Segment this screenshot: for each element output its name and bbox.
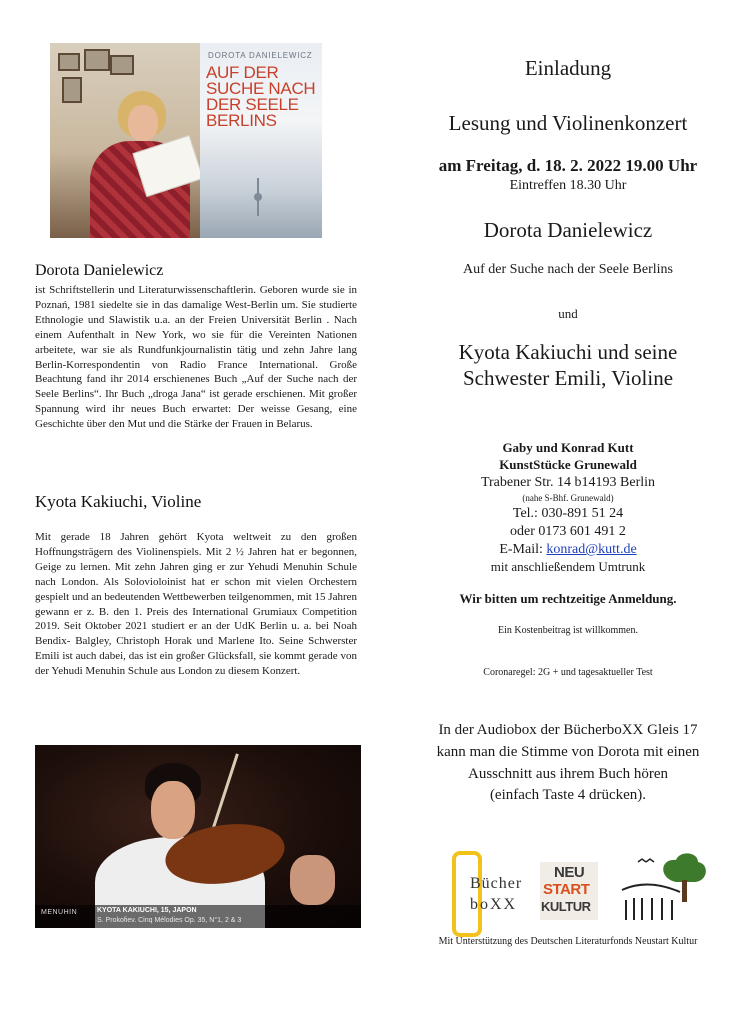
book-cover — [200, 43, 322, 238]
reader-name: Dorota Danielewicz — [483, 218, 653, 242]
hill-line — [622, 884, 680, 892]
corona-rule: Coronaregel: 2G + und tagesaktueller Test — [483, 667, 653, 678]
wall-frame — [58, 53, 80, 71]
author-name-heading: Dorota Danielewicz — [35, 262, 164, 279]
phone-mobile: oder 0173 601 491 2 — [510, 524, 626, 539]
fee-note: Ein Kostenbeitrag ist willkommen. — [498, 625, 638, 636]
audio-line-2: kann man die Stimme von Dorota mit einen — [436, 744, 700, 760]
caption-piece: S. Prokofiev. Cinq Mélodies Op. 35, N°1, 2 & 3 — [97, 917, 242, 924]
cover-title-line: SUCHE NACH — [206, 79, 316, 98]
wall-frame — [84, 49, 110, 71]
address: Trabener Str. 14 b14193 Berlin — [480, 475, 656, 490]
neustart-word-neu: NEU — [554, 864, 585, 881]
cover-title-line: BERLINS — [206, 111, 277, 130]
tree-foliage — [663, 853, 706, 882]
author-photo — [50, 43, 322, 238]
cover-author: DOROTA DANIELEWICZ — [208, 51, 313, 60]
tree-trunk — [682, 880, 687, 902]
rsvp-note: Wir bitten um rechtzeitige Anmeldung. — [459, 591, 677, 606]
arrival-time: Eintreffen 18.30 Uhr — [509, 178, 627, 193]
neustart-word-kultur: KULTUR — [541, 899, 591, 914]
drinks-note: mit anschließendem Umtrunk — [490, 559, 646, 574]
audio-line-4: (einfach Taste 4 drücken). — [489, 787, 647, 803]
email-label: E-Mail: — [499, 542, 547, 557]
book-title: Auf der Suche nach der Seele Berlins — [463, 262, 673, 277]
cover-title-line: AUF DER — [206, 63, 279, 82]
violinist-photo — [35, 745, 361, 928]
musicians-line-2: Schwester Emili, Violine — [462, 366, 674, 390]
funding-note: Mit Unterstützung des Deutschen Literaturfonds Neustart Kultur — [438, 936, 698, 947]
address-note: (nahe S-Bhf. Grunewald) — [522, 493, 614, 503]
host-names: Gaby und Konrad Kutt — [502, 440, 634, 455]
neustart-kultur-logo — [540, 862, 598, 920]
neustart-word-start: START — [543, 881, 590, 898]
event-date: am Freitag, d. 18. 2. 2022 19.00 Uhr — [438, 156, 698, 175]
event-subtitle: Lesung und Violinenkonzert — [448, 111, 688, 135]
buecherboxx-logo — [448, 851, 534, 931]
wall-frame — [62, 77, 82, 103]
audio-line-3: Ausschnitt aus ihrem Buch hören — [468, 766, 668, 782]
and-connector: und — [558, 306, 578, 321]
phone-landline: Tel.: 030-891 51 24 — [512, 506, 624, 521]
violinist-bio: Mit gerade 18 Jahren gehört Kyota weltweit zu den großen Hoffnungsträgern des Violinenspiels. Mit 2 ½ Jahren hat er begonnen, Geige zu lernen. Mit zehn Jahren ging er zur Yehudi Menuhin Schule nach London. Als Solovioloinist hat er schon mit vielen Orchestern gespielt und an bedeutenden Wettbewerben teilgenommen, mit 15 Jahren gewann er z. B. den 1. Preis des International Grumiaux Competition 2019. Seit Oktober 2021 studiert er an der UdK Berlin u. a. bei Noah Bendix- Balgley, Christoph Horak und Marlene Ito. Seine Schwerster Emili ist auch dabei, das ist ein großer Glücksfall, sie kommt gerade von der Yehudi Menuhin Schule aus London zu diesem Konzert. — [35, 531, 357, 678]
violinist-name-heading: Kyota Kakiuchi, Violine — [35, 492, 202, 511]
fence-posts — [626, 898, 672, 920]
woman-face — [128, 105, 158, 141]
tv-tower-ball — [254, 193, 262, 201]
email-link[interactable]: konrad@kutt.de — [546, 542, 637, 557]
menuhin-logo: MENUHIN — [41, 909, 78, 916]
musicians-line-1: Kyota Kakiuchi und seine — [458, 340, 678, 364]
tree-logo — [618, 852, 710, 924]
violinist-face — [151, 781, 195, 839]
email-line — [400, 542, 736, 558]
host-organisation: KunstStücke Grunewald — [499, 457, 637, 472]
audio-line-1: In der Audiobox der BücherboXX Gleis 17 — [438, 722, 698, 738]
buecherboxx-line-2: boXX — [470, 896, 518, 913]
accompanist-hand — [290, 855, 335, 905]
buecherboxx-frame — [452, 851, 482, 937]
buecherboxx-line-1: Bücher — [470, 875, 523, 892]
cover-title — [206, 65, 320, 129]
bird-icon — [638, 859, 654, 862]
invitation-heading: Einladung — [524, 56, 612, 80]
author-bio: ist Schriftstellerin und Literaturwissenschaftlerin. Geboren wurde sie in Poznań, 1981 siedelte sie in das damalige West-Berlin um. Sie studierte Ethnologie und Slawistik u.a. an der Freien Universität Berlin . Nach einem Aufenthalt in New York, wo sie für die Vereinten Nationen arbeitete, war sie als Rundfunkjournalistin tätig und zehn Jahre lang Berlin-Korrespondentin von Radio France International. Große Beachtung fand ihr 2014 erschienenes Buch „Auf der Suche nach der Seele Berlins“. Ihr Buch „droga Jana“ ist gerade erschienen. Mit großer Spannung wird ihr neues Buch erwartet: Der weisse Gesang, eine Geschichte über den Mut und die Stärke der Frauen in Belarus. — [35, 284, 357, 431]
wall-frame — [110, 55, 134, 75]
caption-name: KYOTA KAKIUCHI, 15, JAPON — [97, 907, 197, 914]
cover-title-line: DER SEELE — [206, 95, 299, 114]
